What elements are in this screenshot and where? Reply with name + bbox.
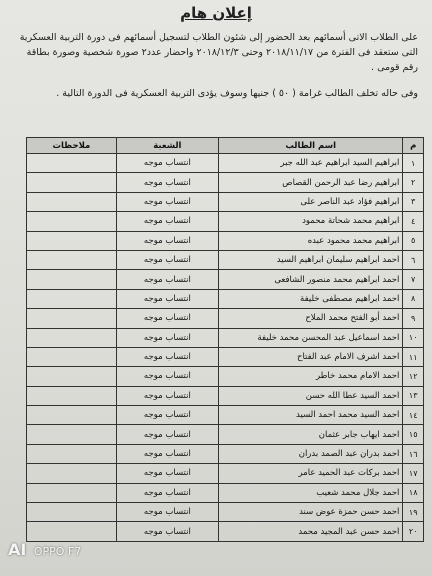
division-cell: انتساب موجه bbox=[116, 270, 218, 289]
row-number: ١ bbox=[403, 154, 424, 173]
division-cell: انتساب موجه bbox=[116, 328, 218, 347]
row-number: ١٨ bbox=[403, 483, 424, 502]
notes-cell bbox=[27, 270, 117, 289]
division-cell: انتساب موجه bbox=[116, 192, 218, 211]
table-row bbox=[27, 522, 424, 541]
row-number: ٨ bbox=[403, 289, 424, 308]
row-number: ٥ bbox=[403, 231, 424, 250]
table-row bbox=[27, 367, 424, 386]
row-number: ٦ bbox=[403, 250, 424, 269]
division-cell: انتساب موجه bbox=[116, 250, 218, 269]
notes-cell bbox=[27, 309, 117, 328]
student-name: احمد حسن حمزة عوض سند bbox=[218, 503, 402, 522]
row-number: ١١ bbox=[403, 347, 424, 366]
division-cell: انتساب موجه bbox=[116, 212, 218, 231]
student-name: احمد ابراهيم سليمان ابراهيم السيد bbox=[218, 250, 402, 269]
student-name: احمد السيد عطا الله حسن bbox=[218, 386, 402, 405]
notes-cell bbox=[27, 212, 117, 231]
announcement-paragraph-2: وفى حاله تخلف الطالب غرامة ( ٥٠ ) جنيها وسوف يؤدى التربية العسكرية فى الدورة التالية . bbox=[56, 88, 418, 99]
student-name: احمد أبو الفتح محمد الملاح bbox=[218, 309, 402, 328]
division-cell: انتساب موجه bbox=[116, 173, 218, 192]
student-name: احمد السيد محمد احمد السيد bbox=[218, 406, 402, 425]
student-name: ابراهيم السيد ابراهيم عبد الله جبر bbox=[218, 154, 402, 173]
division-cell: انتساب موجه bbox=[116, 483, 218, 502]
column-header-notes: ملاحظات bbox=[27, 138, 117, 154]
student-name: احمد ايهاب جابر عثمان bbox=[218, 425, 402, 444]
row-number: ١٥ bbox=[403, 425, 424, 444]
table-row bbox=[27, 212, 424, 231]
notes-cell bbox=[27, 522, 117, 541]
division-cell: انتساب موجه bbox=[116, 347, 218, 366]
notes-cell bbox=[27, 231, 117, 250]
camera-watermark bbox=[8, 540, 81, 559]
table-row bbox=[27, 483, 424, 502]
page-title: إعلان هام bbox=[180, 4, 252, 22]
student-name: ابراهيم رضا عبد الرحمن القصاص bbox=[218, 173, 402, 192]
column-header-division: الشعبة bbox=[116, 138, 218, 154]
table-row bbox=[27, 173, 424, 192]
camera-model-label: OPPO F7 bbox=[33, 545, 82, 558]
notes-cell bbox=[27, 154, 117, 173]
row-number: ١٢ bbox=[403, 367, 424, 386]
notes-cell bbox=[27, 173, 117, 192]
notes-cell bbox=[27, 367, 117, 386]
row-number: ١٧ bbox=[403, 464, 424, 483]
table-row bbox=[27, 444, 424, 463]
notes-cell bbox=[27, 289, 117, 308]
camera-logo: AI bbox=[8, 540, 27, 559]
notes-cell bbox=[27, 250, 117, 269]
student-name: احمد اشرف الامام عبد الفتاح bbox=[218, 347, 402, 366]
student-name: ابراهيم محمد شحاتة محمود bbox=[218, 212, 402, 231]
table-header-row bbox=[27, 138, 424, 154]
student-name: احمد بركات عبد الحميد عامر bbox=[218, 464, 402, 483]
table-row bbox=[27, 270, 424, 289]
division-cell: انتساب موجه bbox=[116, 406, 218, 425]
division-cell: انتساب موجه bbox=[116, 386, 218, 405]
division-cell: انتساب موجه bbox=[116, 231, 218, 250]
student-name: احمد جلال محمد شعيب bbox=[218, 483, 402, 502]
table-row bbox=[27, 192, 424, 211]
notes-cell bbox=[27, 503, 117, 522]
announcement-paragraph-1: على الطلاب الاتى أسمائهم بعد الحضور إلى شئون الطلاب لتسجيل أسمائهم فى دورة التربية العسكرية التى ستعقد فى الفترة من ٢٠١٨/١١/١٧ وحتى ٢٠١٨/١٢/٣ واحضار عدد٢ صورة شخصية وصورة بطاقة رقم قومى . bbox=[19, 32, 418, 73]
notes-cell bbox=[27, 386, 117, 405]
table-row bbox=[27, 309, 424, 328]
table-row bbox=[27, 464, 424, 483]
row-number: ٣ bbox=[403, 192, 424, 211]
row-number: ١٣ bbox=[403, 386, 424, 405]
students-table bbox=[26, 137, 424, 542]
table-row bbox=[27, 154, 424, 173]
student-name: احمد ابراهيم مصطفى خليفة bbox=[218, 289, 402, 308]
row-number: ١٠ bbox=[403, 328, 424, 347]
notes-cell bbox=[27, 483, 117, 502]
table-row bbox=[27, 328, 424, 347]
table-row bbox=[27, 406, 424, 425]
student-name: ابراهيم فؤاد عبد الناصر على bbox=[218, 192, 402, 211]
student-name: احمد الامام محمد خاطر bbox=[218, 367, 402, 386]
table-row bbox=[27, 425, 424, 444]
student-name: احمد حسن عبد المجيد محمد bbox=[218, 522, 402, 541]
division-cell: انتساب موجه bbox=[116, 503, 218, 522]
table-row bbox=[27, 250, 424, 269]
notes-cell bbox=[27, 192, 117, 211]
student-name: احمد بدران عبد الصمد بدران bbox=[218, 444, 402, 463]
row-number: ١٤ bbox=[403, 406, 424, 425]
division-cell: انتساب موجه bbox=[116, 522, 218, 541]
row-number: ٤ bbox=[403, 212, 424, 231]
row-number: ١٦ bbox=[403, 444, 424, 463]
column-header-name: اسم الطالب bbox=[218, 138, 402, 154]
division-cell: انتساب موجه bbox=[116, 444, 218, 463]
table-row bbox=[27, 386, 424, 405]
student-name: احمد اسماعيل عبد المحسن محمد خليفة bbox=[218, 328, 402, 347]
notes-cell bbox=[27, 347, 117, 366]
student-name: ابراهيم محمد محمود عبده bbox=[218, 231, 402, 250]
table-row bbox=[27, 503, 424, 522]
notes-cell bbox=[27, 425, 117, 444]
table-row bbox=[27, 347, 424, 366]
division-cell: انتساب موجه bbox=[116, 289, 218, 308]
notes-cell bbox=[27, 328, 117, 347]
row-number: ٢٠ bbox=[403, 522, 424, 541]
division-cell: انتساب موجه bbox=[116, 464, 218, 483]
notes-cell bbox=[27, 406, 117, 425]
division-cell: انتساب موجه bbox=[116, 425, 218, 444]
row-number: ٢ bbox=[403, 173, 424, 192]
row-number: ٩ bbox=[403, 309, 424, 328]
division-cell: انتساب موجه bbox=[116, 367, 218, 386]
division-cell: انتساب موجه bbox=[116, 154, 218, 173]
notes-cell bbox=[27, 464, 117, 483]
notes-cell bbox=[27, 444, 117, 463]
table-row bbox=[27, 231, 424, 250]
row-number: ١٩ bbox=[403, 503, 424, 522]
student-name: احمد ابراهيم محمد منصور الشافعى bbox=[218, 270, 402, 289]
division-cell: انتساب موجه bbox=[116, 309, 218, 328]
row-number: ٧ bbox=[403, 270, 424, 289]
column-header-number: م bbox=[403, 138, 424, 154]
table-row bbox=[27, 289, 424, 308]
